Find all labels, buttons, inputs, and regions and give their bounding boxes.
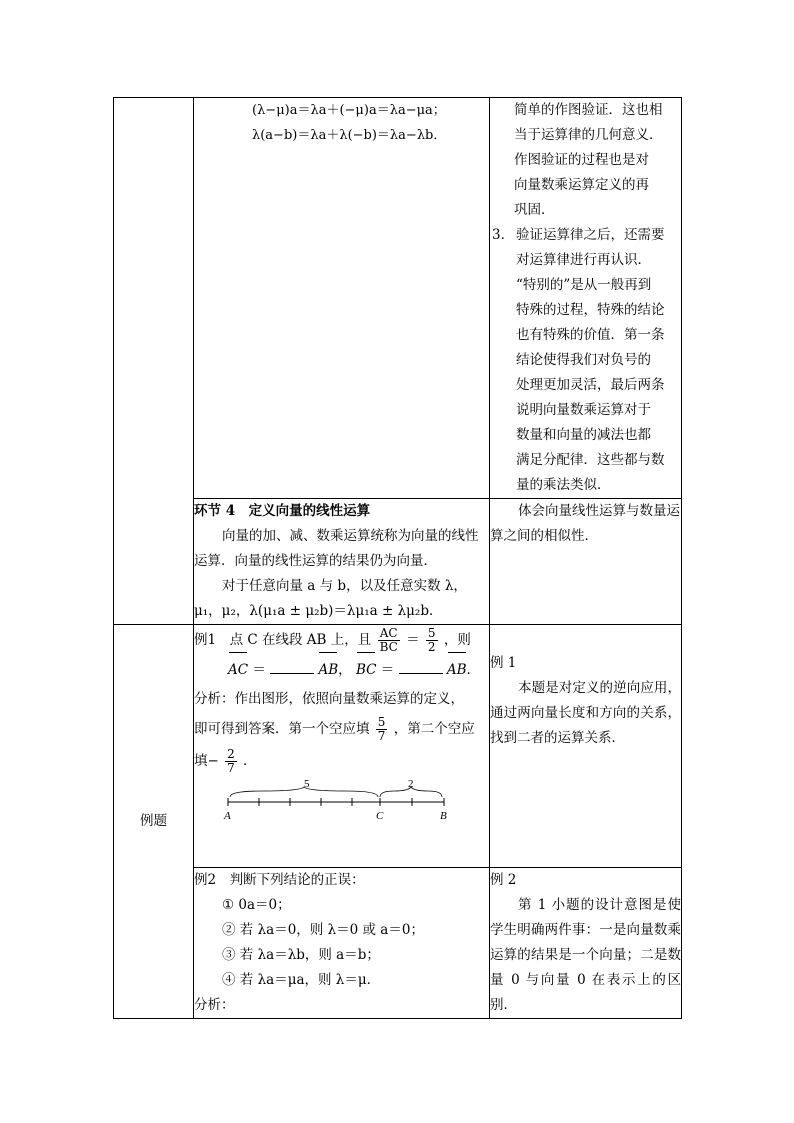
row-linear-operation [114,499,682,625]
frac-den: 7 [227,761,235,775]
point-a: A [224,810,231,821]
analysis-text: 即可得到答案．第一个空应填 [194,721,370,737]
note-line: 满足分配律．这些都与数 [516,452,665,468]
row-example-2 [114,868,682,1019]
vector-bc: BC [356,655,377,685]
paragraph-2: 对于任意向量 a 与 b，以及任意实数 λ，μ₁，μ₂，λ(μ₁a ± μ₂b)＝λμ₁a ± λμ₂b． [194,578,467,619]
note-item-3 [490,223,681,498]
vector-ac: AC [228,655,248,685]
item-text: 若 λa＝μa，则 λ＝μ． [239,972,381,988]
note-line: 向量数乘运算定义的再 [514,177,649,193]
ex2-item-4 [194,968,489,993]
vector-ab: AB [318,655,338,685]
analysis-text: ． [243,753,257,769]
equation-1: (λ−μ)a＝λa＋(−μ)a＝λa−μa； [252,103,446,118]
note-line: 数量和向量的减法也都 [516,427,651,443]
ex1-note-text: 本题是对定义的逆向应用，通过两向量长度和方向的关系，找到二者的运算关系． [490,680,681,746]
ex1-analysis-2 [194,713,489,745]
vector-ab: AB [447,655,467,685]
ex1-intro: 例1 点 C 在线段 AB 上，且 [194,632,372,648]
equals: ＝ [252,662,266,678]
fraction-5-2 [426,627,438,654]
note-line: 处理更加灵活，最后两条 [516,377,665,393]
example1-blanks: AC ＝ AB， BC ＝ AB． [194,655,489,685]
item-text: 若 λa＝0，则 λ＝0 或 a＝0； [239,922,424,938]
examples-label-cell [114,625,194,1019]
example1-note-cell [490,625,682,868]
point-b: B [440,810,447,821]
note-line: 也有特殊的价值．第一条 [516,327,665,343]
analysis-text: ，第二个空应 [393,721,475,737]
item-text: 0a＝0； [238,897,291,913]
examples-label: 例题 [140,813,167,829]
note-line: 对运算律进行再认识． [516,252,651,268]
ex1-note-title: 例 1 [490,655,517,671]
item-mark: ③ [222,947,236,963]
fraction-ac-bc [378,627,400,654]
ex1-analysis-1: 分析：作出图形，依照向量数乘运算的定义， [194,691,464,707]
note-line: 巩固． [514,202,555,218]
frac-den: 2 [427,640,436,654]
frac-num: 5 [377,715,386,729]
example2-cell [194,868,490,1019]
row-operation-laws [114,98,682,499]
ex2-note-text: 第 1 小题的设计意图是使学生明确两件事：一是向量数乘运算的结果是一个向量；二是数量 0 与向量 0 在表示上的区别． [490,897,681,1013]
segment-figure [222,777,462,821]
point-c: C [376,810,384,821]
row-example-1 [114,625,682,868]
equals: ＝ [406,632,420,648]
section4-note-cell [490,499,682,625]
lesson-table [113,97,682,1019]
ex2-item-1 [194,893,489,918]
note-line: 说明向量数乘运算对于 [516,402,651,418]
ex2-analysis: 分析： [194,997,235,1013]
laws-notes-cell [490,98,682,499]
ex2-note-title: 例 2 [490,872,517,888]
label-2: 2 [408,778,414,790]
note-line: 特殊的过程，特殊的结论 [516,302,665,318]
fraction-2-7 [225,748,237,775]
note-line: 结论使得我们对负号的 [516,352,651,368]
equals: ＝ [380,662,395,678]
note-line: 作图验证的过程也是对 [514,152,649,168]
row-label-empty [114,98,194,625]
note-line: “特别的”是从一般再到 [516,277,652,293]
ex2-heading: 例2 判断下列结论的正误： [194,872,365,888]
item-mark: ② [222,922,236,938]
frac-num: AC [379,626,398,640]
frac-den: BC [379,640,398,654]
laws-cell [194,98,490,499]
analysis-text: 填− [194,753,219,769]
paragraph-1: 向量的加、减、数乘运算统称为向量的线性运算．向量的线性运算的结果仍为向量． [194,528,479,569]
frac-den: 7 [377,729,386,743]
ex2-item-3 [194,943,489,968]
answer-blank-2[interactable] [399,659,443,674]
note-line: 验证运算律之后，还需要 [516,227,665,243]
note-line: 量的乘法类似． [516,477,611,493]
section-heading: 环节 4 定义向量的线性运算 [194,503,371,519]
section4-note: 体会向量线性运算与数量运算之间的相似性． [490,503,680,544]
frac-num: 5 [427,626,436,640]
item-mark: ④ [222,972,236,988]
ex2-item-2 [194,918,489,943]
example1-cell [194,625,490,868]
example2-note-cell [490,868,682,1019]
item-text: 若 λa＝λb，则 a＝b； [239,947,380,963]
note-line: 简单的作图验证．这也相 [514,102,663,118]
answer-blank-1[interactable] [270,659,314,674]
label-5: 5 [304,778,310,790]
equation-2: λ(a−b)＝λa＋λ(−b)＝λa−λb． [252,128,447,143]
ex1-then: ，则 [443,632,471,648]
ex1-analysis-3 [194,745,489,777]
frac-num: 2 [227,747,235,761]
example1-question [194,625,489,655]
note-line: 当于运算律的几何意义． [514,127,663,143]
section4-cell [194,499,490,625]
item-mark: ① [222,897,235,913]
fraction-5-7 [376,716,388,743]
item-number: 3． [492,227,515,243]
